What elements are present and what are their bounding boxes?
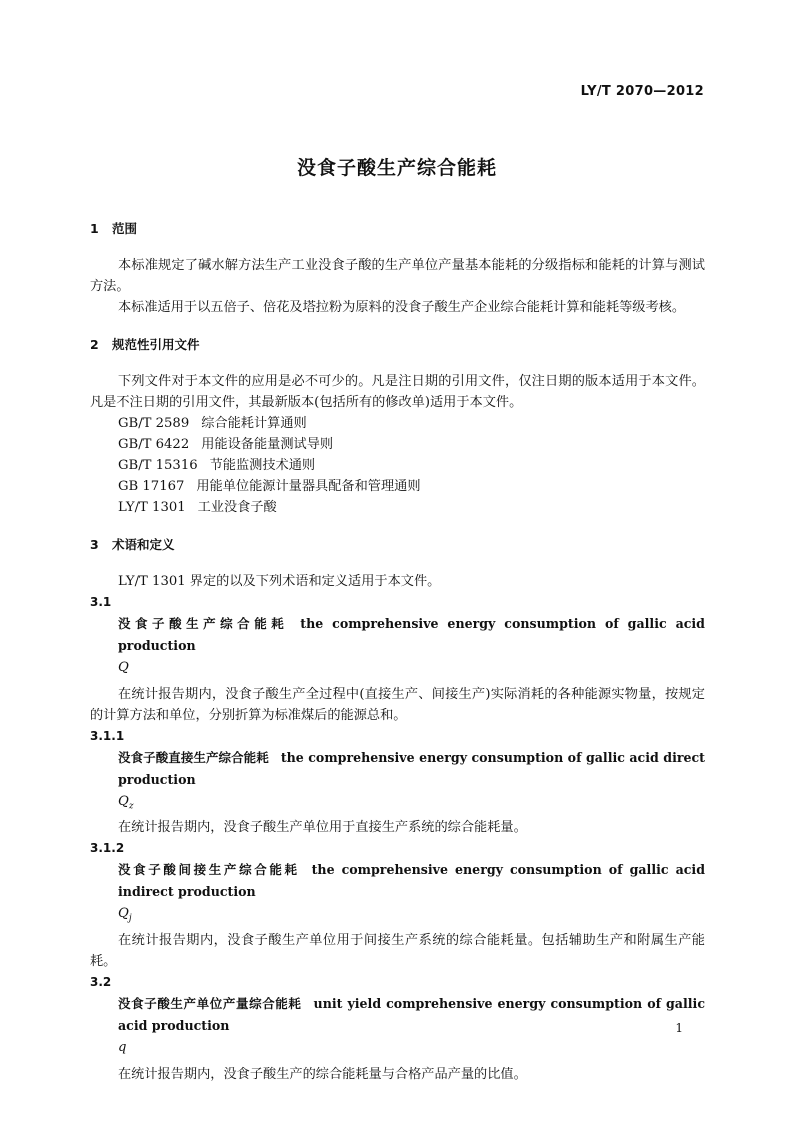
section-heading-terms-definitions <box>90 534 705 555</box>
reference-item <box>90 434 705 455</box>
document-body <box>90 212 705 1085</box>
section-number: 3 <box>90 537 99 552</box>
reference-name: 用能单位能源计量器具配备和管理通则 <box>196 479 421 494</box>
term-definition: 在统计报告期内，没食子酸生产单位用于直接生产系统的综合能耗量。 <box>118 820 527 836</box>
term-heading <box>90 613 705 657</box>
section-heading-normative-references <box>90 334 705 355</box>
term-number: 3.1.2 <box>90 841 125 856</box>
term-symbol: $Q_j$ <box>118 906 132 924</box>
section-number: 1 <box>90 221 99 236</box>
term-chinese: 没食子酸生产综合能耗 <box>118 616 289 631</box>
reference-name: 综合能耗计算通则 <box>201 416 307 431</box>
section-heading-scope <box>90 218 705 239</box>
term-english: the comprehensive energy consumption of gallic acid direct production <box>118 749 705 787</box>
term-heading <box>90 859 705 903</box>
term-english: the comprehensive energy consumption of gallic acid production <box>118 616 705 653</box>
standard-code: LY/T 2070—2012 <box>580 84 704 99</box>
page-number: 1 <box>675 1021 683 1035</box>
term-number: 3.1 <box>90 595 112 609</box>
scope-paragraph: 本标准规定了碱水解方法生产工业没食子酸的生产单位产量基本能耗的分级指标和能耗的计算与测试方法。 <box>90 258 705 294</box>
term-heading <box>90 993 705 1037</box>
term-chinese: 没食子酸间接生产综合能耗 <box>118 862 300 878</box>
document-title: 没食子酸生产综合能耗 <box>296 157 497 179</box>
reference-name: 用能设备能量测试导则 <box>201 437 334 452</box>
term-chinese: 没食子酸生产单位产量综合能耗 <box>118 995 302 1011</box>
reference-item <box>90 497 705 518</box>
term-english: unit yield comprehensive energy consumption of gallic acid production <box>118 995 705 1033</box>
section-number: 2 <box>90 337 99 352</box>
section-title: 范围 <box>112 221 138 236</box>
term-number: 3.1.1 <box>90 728 125 743</box>
reference-code: GB/T 6422 <box>118 437 190 452</box>
reference-item <box>90 413 705 434</box>
term-symbol: q <box>118 1039 127 1055</box>
term-heading <box>90 747 705 791</box>
term-definition: 在统计报告期内，没食子酸生产全过程中(直接生产、间接生产)实际消耗的各种能源实物量，按规定的计算方法和单位，分别折算为标准煤后的能源总和。 <box>90 686 705 723</box>
term-symbol: Q <box>118 660 129 675</box>
reference-code: GB 17167 <box>118 479 185 494</box>
reference-name: 工业没食子酸 <box>197 500 277 515</box>
term-definition: 在统计报告期内，没食子酸生产单位用于间接生产系统的综合能耗量。包括辅助生产和附属生产能耗。 <box>90 932 705 969</box>
term-chinese: 没食子酸直接生产综合能耗 <box>118 749 269 765</box>
term-number: 3.2 <box>90 974 112 989</box>
section-title: 术语和定义 <box>112 537 175 552</box>
term-symbol: $Q_z$ <box>118 793 134 812</box>
reference-code: GB/T 15316 <box>118 458 198 473</box>
term-english: the comprehensive energy consumption of gallic acid indirect production <box>118 862 705 900</box>
reference-item <box>90 455 705 476</box>
term-definition: 在统计报告期内，没食子酸生产的综合能耗量与合格产品产量的比值。 <box>118 1066 527 1082</box>
section-title: 规范性引用文件 <box>112 337 200 352</box>
reference-code: GB/T 2589 <box>118 416 190 431</box>
reference-code: LY/T 1301 <box>118 500 186 515</box>
terms-intro: LY/T 1301 界定的以及下列术语和定义适用于本文件。 <box>118 574 441 589</box>
reference-item <box>90 476 705 497</box>
scope-paragraph: 本标准适用于以五倍子、倍花及塔拉粉为原料的没食子酸生产企业综合能耗计算和能耗等级考核。 <box>118 300 686 315</box>
reference-name: 节能监测技术通则 <box>209 458 316 473</box>
references-intro: 下列文件对于本文件的应用是必不可少的。凡是注日期的引用文件，仅注日期的版本适用于本文件。凡是不注日期的引用文件，其最新版本(包括所有的修改单)适用于本文件。 <box>90 374 705 410</box>
